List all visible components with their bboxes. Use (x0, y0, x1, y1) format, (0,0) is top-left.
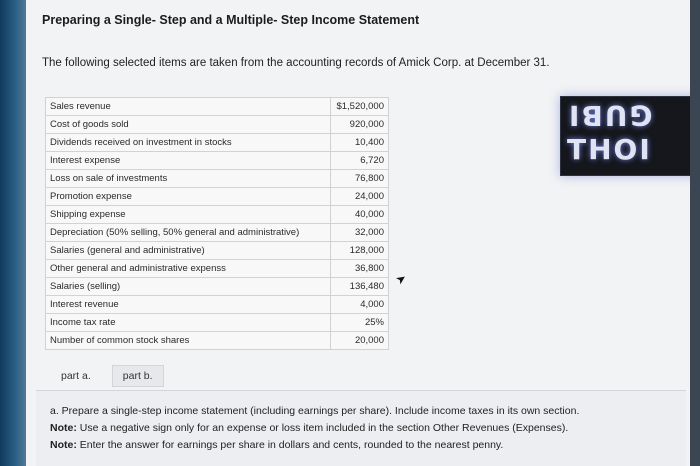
item-value: $1,520,000 (331, 98, 389, 116)
table-row (46, 152, 389, 170)
item-value: 10,400 (331, 134, 389, 152)
item-value: 128,000 (331, 242, 389, 260)
table-row (46, 206, 389, 224)
page-title: Preparing a Single- Step and a Multiple- Step Income Statement (42, 13, 420, 27)
note-eps (50, 439, 503, 451)
accounting-items-body (46, 98, 389, 350)
item-value: 6,720 (331, 152, 389, 170)
item-value: 4,000 (331, 296, 389, 314)
table-row (46, 278, 389, 296)
item-label: Number of common stock shares (46, 332, 331, 350)
item-label: Other general and administrative expenss (46, 260, 331, 278)
table-row (46, 98, 389, 116)
item-label: Salaries (selling) (46, 278, 331, 296)
logo-sticker (560, 96, 690, 176)
part-tabs (50, 365, 164, 387)
table-row (46, 116, 389, 134)
logo-top-text: GUBI (567, 99, 653, 132)
note-text: Enter the answer for earnings per share in dollars and cents, rounded to the nearest penny. (76, 439, 504, 451)
item-label: Loss on sale of investments (46, 170, 331, 188)
item-label: Depreciation (50% selling, 50% general and administrative) (46, 224, 331, 242)
tab-panel (36, 390, 686, 466)
item-value: 25% (331, 314, 389, 332)
note-negative-sign (50, 422, 568, 434)
accounting-items-table (45, 97, 389, 350)
table-row (46, 242, 389, 260)
item-value: 36,800 (331, 260, 389, 278)
item-label: Cost of goods sold (46, 116, 331, 134)
note-text: Use a negative sign only for an expense or loss item included in the section Other Revenues (Expenses). (76, 422, 569, 434)
table-row (46, 170, 389, 188)
item-value: 20,000 (331, 332, 389, 350)
tab-part-a[interactable]: part a. (50, 365, 102, 387)
left-background-edge (0, 0, 28, 466)
item-label: Interest revenue (46, 296, 331, 314)
item-value: 24,000 (331, 188, 389, 206)
item-value: 40,000 (331, 206, 389, 224)
table-row (46, 134, 389, 152)
intro-text: The following selected items are taken from the accounting records of Amick Corp. at December 31. (42, 57, 550, 69)
item-value: 76,800 (331, 170, 389, 188)
item-label: Dividends received on investment in stocks (46, 134, 331, 152)
logo-bottom-text: THOI (567, 133, 652, 166)
item-value: 136,480 (331, 278, 389, 296)
item-label: Sales revenue (46, 98, 331, 116)
note-label: Note: (50, 439, 77, 451)
item-label: Salaries (general and administrative) (46, 242, 331, 260)
item-value: 920,000 (331, 116, 389, 134)
table-row (46, 314, 389, 332)
table-row (46, 296, 389, 314)
browser-screen (26, 0, 690, 466)
note-label: Note: (50, 422, 77, 434)
table-row (46, 224, 389, 242)
tab-part-b[interactable]: part b. (112, 365, 164, 387)
table-row (46, 188, 389, 206)
item-label: Income tax rate (46, 314, 331, 332)
right-background-edge (690, 0, 700, 466)
item-label: Shipping expense (46, 206, 331, 224)
table-row (46, 332, 389, 350)
item-value: 32,000 (331, 224, 389, 242)
item-label: Interest expense (46, 152, 331, 170)
instruction-part-a: a. Prepare a single-step income statement (including earnings per share). Include income taxes in its own section. (50, 405, 580, 417)
table-row (46, 260, 389, 278)
item-label: Promotion expense (46, 188, 331, 206)
mouse-pointer-icon: ➤ (392, 270, 410, 288)
